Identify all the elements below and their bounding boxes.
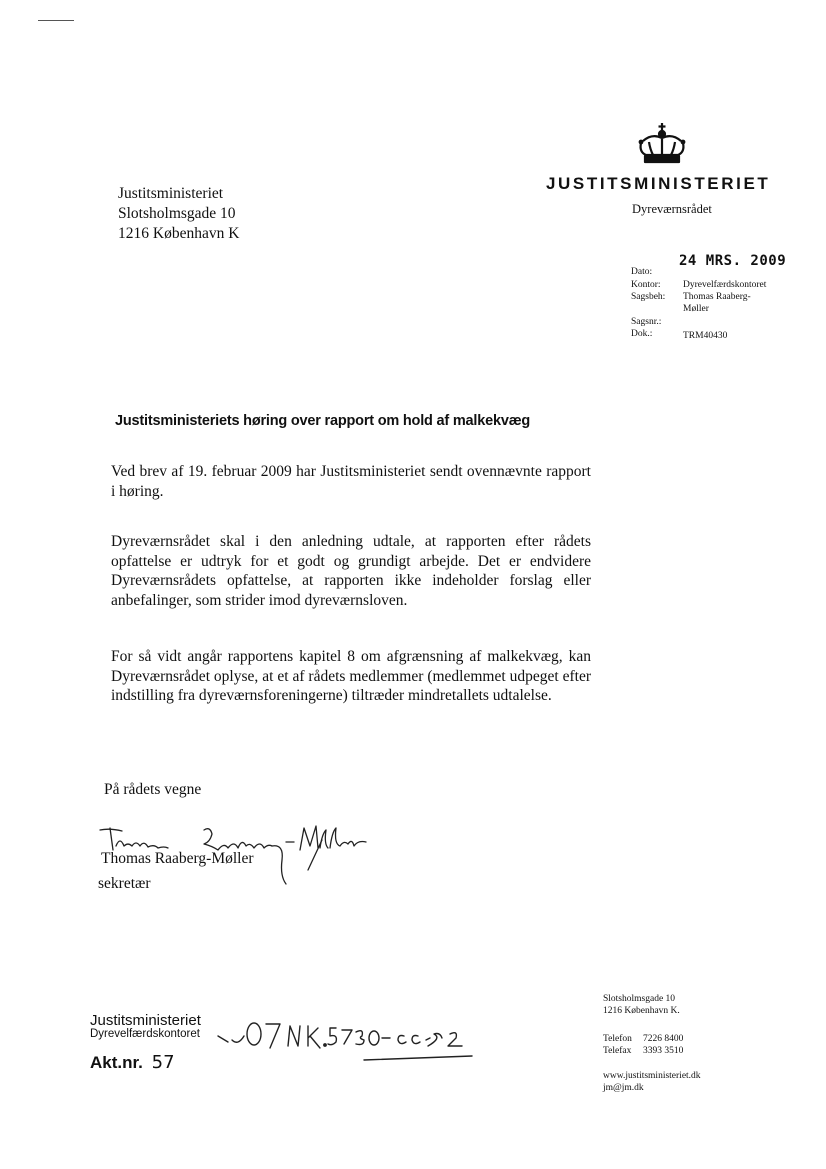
body-paragraph-3: For så vidt angår rapportens kapitel 8 om afgrænsning af malkekvæg, kan Dyreværnsrådet oplyse, at et af rådets medlemmer (medlemmet udpeget efter indstilling fra dyreværnsforeningerne) tiltræder mindretallets udtalelse. — [111, 648, 591, 704]
signer-name: Thomas Raaberg-Møller — [101, 850, 254, 867]
caseworker-value-line-1: Thomas Raaberg- — [683, 292, 751, 302]
phone-number: 7226 8400 — [643, 1034, 684, 1044]
akt-number-handwritten: 57 — [151, 1052, 175, 1073]
phone-label: Telefon — [603, 1034, 632, 1044]
contact-website: www.justitsministeriet.dk — [603, 1071, 701, 1081]
fax-number: 3393 3510 — [643, 1046, 684, 1056]
body-paragraph-2: Dyreværnsrådet skal i den anledning udtale, at rapporten efter rådets opfattelse er udtryk for et godt og grundigt arbejde. Det er endvidere Dyreværnsrådets opfattelse, at rapporten ikke indeholder forslag eller anbefalinger, som strider imod dyreværnsloven. — [111, 533, 591, 609]
recipient-line-3: 1216 København K — [118, 225, 240, 242]
contact-street: Slotsholmsgade 10 — [603, 994, 676, 1004]
stamp-ministry: Justitsministeriet — [90, 1012, 201, 1029]
office-value: Dyrevelfærdskontoret — [683, 280, 767, 290]
department-name: Dyreværnsrådet — [632, 202, 712, 216]
contact-phone — [603, 1033, 683, 1045]
akt-label: Akt.nr. — [90, 1053, 143, 1072]
fax-label: Telefax — [603, 1046, 632, 1056]
recipient-address — [118, 184, 239, 244]
handwritten-case-number — [214, 1016, 484, 1076]
contact-fax — [603, 1045, 683, 1057]
signer-title: sekretær — [98, 875, 151, 892]
body-paragraph-1: Ved brev af 19. februar 2009 har Justitsministeriet sendt ovennævnte rapport i høring. — [111, 463, 591, 500]
ministry-name: JUSTITSMINISTERIET — [546, 174, 771, 193]
caseworker-value-line-2: Møller — [683, 304, 709, 314]
date-label: Dato: — [631, 267, 653, 277]
case-number-label: Sagsnr.: — [631, 317, 662, 327]
contact-email: jm@jm.dk — [603, 1083, 644, 1093]
contact-city: 1216 København K. — [603, 1006, 680, 1016]
scan-mark — [38, 20, 74, 21]
caseworker-label: Sagsbeh: — [631, 292, 666, 302]
document-label: Dok.: — [631, 329, 653, 339]
stamp-akt-number — [90, 1052, 175, 1073]
stamp-office: Dyrevelfærdskontoret — [90, 1028, 200, 1040]
recipient-line-1: Justitsministeriet — [118, 185, 224, 202]
recipient-line-2: Slotsholmsgade 10 — [118, 205, 236, 222]
closing-phrase: På rådets vegne — [104, 781, 202, 798]
document-value: TRM40430 — [683, 331, 728, 341]
office-label: Kontor: — [631, 280, 661, 290]
royal-crown-icon — [636, 122, 688, 164]
date-stamp: 24 MRS. 2009 — [679, 253, 787, 269]
letter-subject: Justitsministeriets høring over rapport om hold af malkekvæg — [115, 413, 531, 429]
